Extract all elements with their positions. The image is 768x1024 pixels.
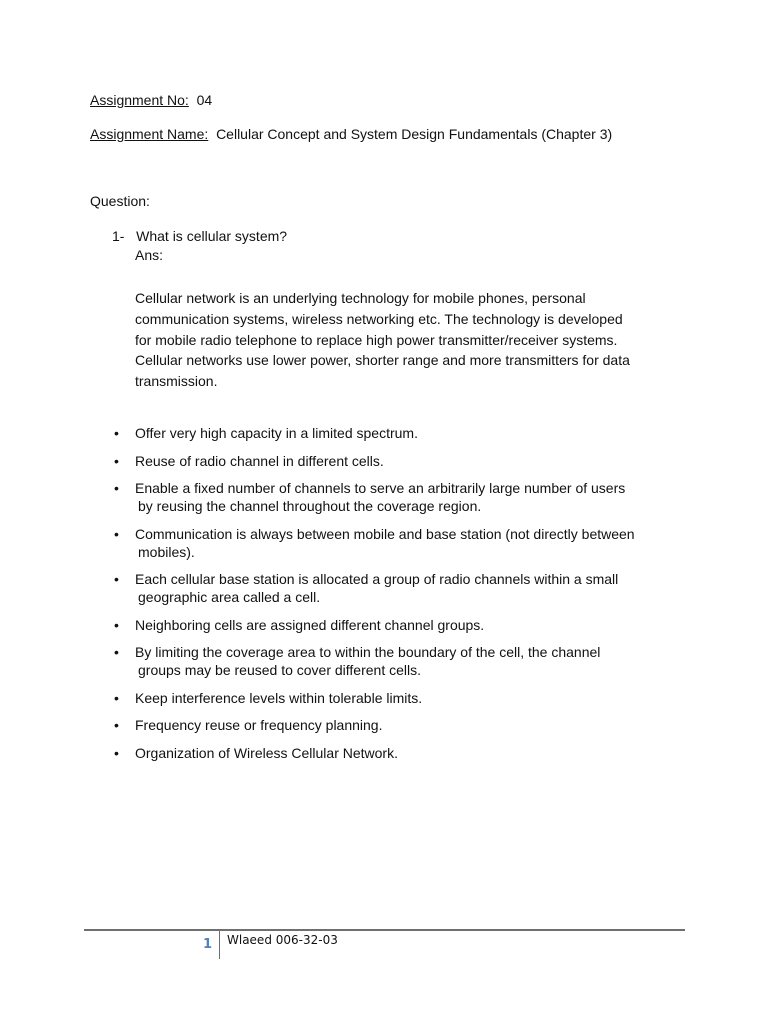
list-item: [0, 424, 768, 442]
bullet-text: Organization of Wireless Cellular Network.: [135, 744, 398, 761]
list-item: [0, 452, 768, 470]
assignment-number-label: Assignment No:: [90, 92, 189, 108]
list-item: [0, 616, 768, 634]
bullet-text: Reuse of radio channel in different cells.: [135, 452, 384, 469]
answer-line: transmission.: [135, 373, 218, 390]
bullet-text: Offer very high capacity in a limited spectrum.: [135, 425, 418, 441]
assignment-number-line: [90, 92, 212, 108]
answer-line: for mobile radio telephone to replace high power transmitter/receiver systems.: [135, 331, 618, 348]
bullet-icon: •: [114, 744, 119, 761]
answer-line: Cellular network is an underlying technology for mobile phones, personal: [135, 290, 586, 306]
list-item: [0, 479, 768, 515]
bullet-icon: •: [114, 689, 119, 706]
list-item: [0, 689, 768, 707]
answer-label: Ans:: [135, 247, 164, 263]
assignment-name-label: Assignment Name:: [90, 126, 209, 142]
bullet-text-continuation: geographic area called a cell.: [138, 589, 321, 605]
bullet-icon: •: [114, 571, 119, 587]
question-1-text: What is cellular system?: [136, 228, 288, 244]
bullet-icon: •: [114, 525, 119, 542]
footer-divider: [84, 929, 685, 931]
bullet-icon: •: [114, 717, 119, 733]
bullet-icon: •: [114, 616, 119, 633]
list-item: [0, 525, 768, 561]
bullet-list: [0, 424, 768, 771]
footer-author: Wlaeed 006-32-03: [227, 933, 338, 947]
assignment-number-value: 04: [196, 92, 213, 108]
footer-separator: [219, 931, 220, 959]
bullet-icon: •: [114, 480, 119, 496]
bullet-text: Communication is always between mobile and base station (not directly between: [135, 525, 635, 542]
question-heading: Question:: [90, 193, 150, 209]
bullet-icon: •: [114, 425, 119, 441]
bullet-text: By limiting the coverage area to within the boundary of the cell, the channel: [135, 644, 601, 660]
answer-paragraph: [135, 288, 675, 392]
bullet-icon: •: [114, 452, 119, 469]
question-1-number: 1-: [112, 228, 125, 244]
bullet-text-continuation: groups may be reused to cover different cells.: [138, 662, 422, 678]
bullet-text: Each cellular base station is allocated a group of radio channels within a small: [135, 571, 619, 587]
bullet-text-continuation: by reusing the channel throughout the coverage region.: [138, 498, 482, 514]
bullet-text: Enable a fixed number of channels to serve an arbitrarily large number of users: [135, 480, 626, 496]
list-item: [0, 716, 768, 734]
list-item: [0, 643, 768, 679]
bullet-icon: •: [114, 644, 119, 660]
list-item: [0, 570, 768, 606]
answer-line: communication systems, wireless networking etc. The technology is developed: [135, 310, 623, 327]
list-item: [0, 744, 768, 762]
assignment-name-line: [90, 126, 612, 142]
answer-line: Cellular networks use lower power, shorter range and more transmitters for data: [135, 352, 630, 369]
bullet-text: Neighboring cells are assigned different channel groups.: [135, 616, 485, 633]
bullet-text-continuation: mobiles).: [138, 543, 195, 560]
page-number: 1: [203, 937, 213, 952]
assignment-name-value: Cellular Concept and System Design Fundamentals (Chapter 3): [216, 126, 613, 142]
bullet-text: Frequency reuse or frequency planning.: [135, 717, 383, 733]
question-1: [112, 228, 287, 244]
bullet-text: Keep interference levels within tolerable limits.: [135, 689, 423, 706]
